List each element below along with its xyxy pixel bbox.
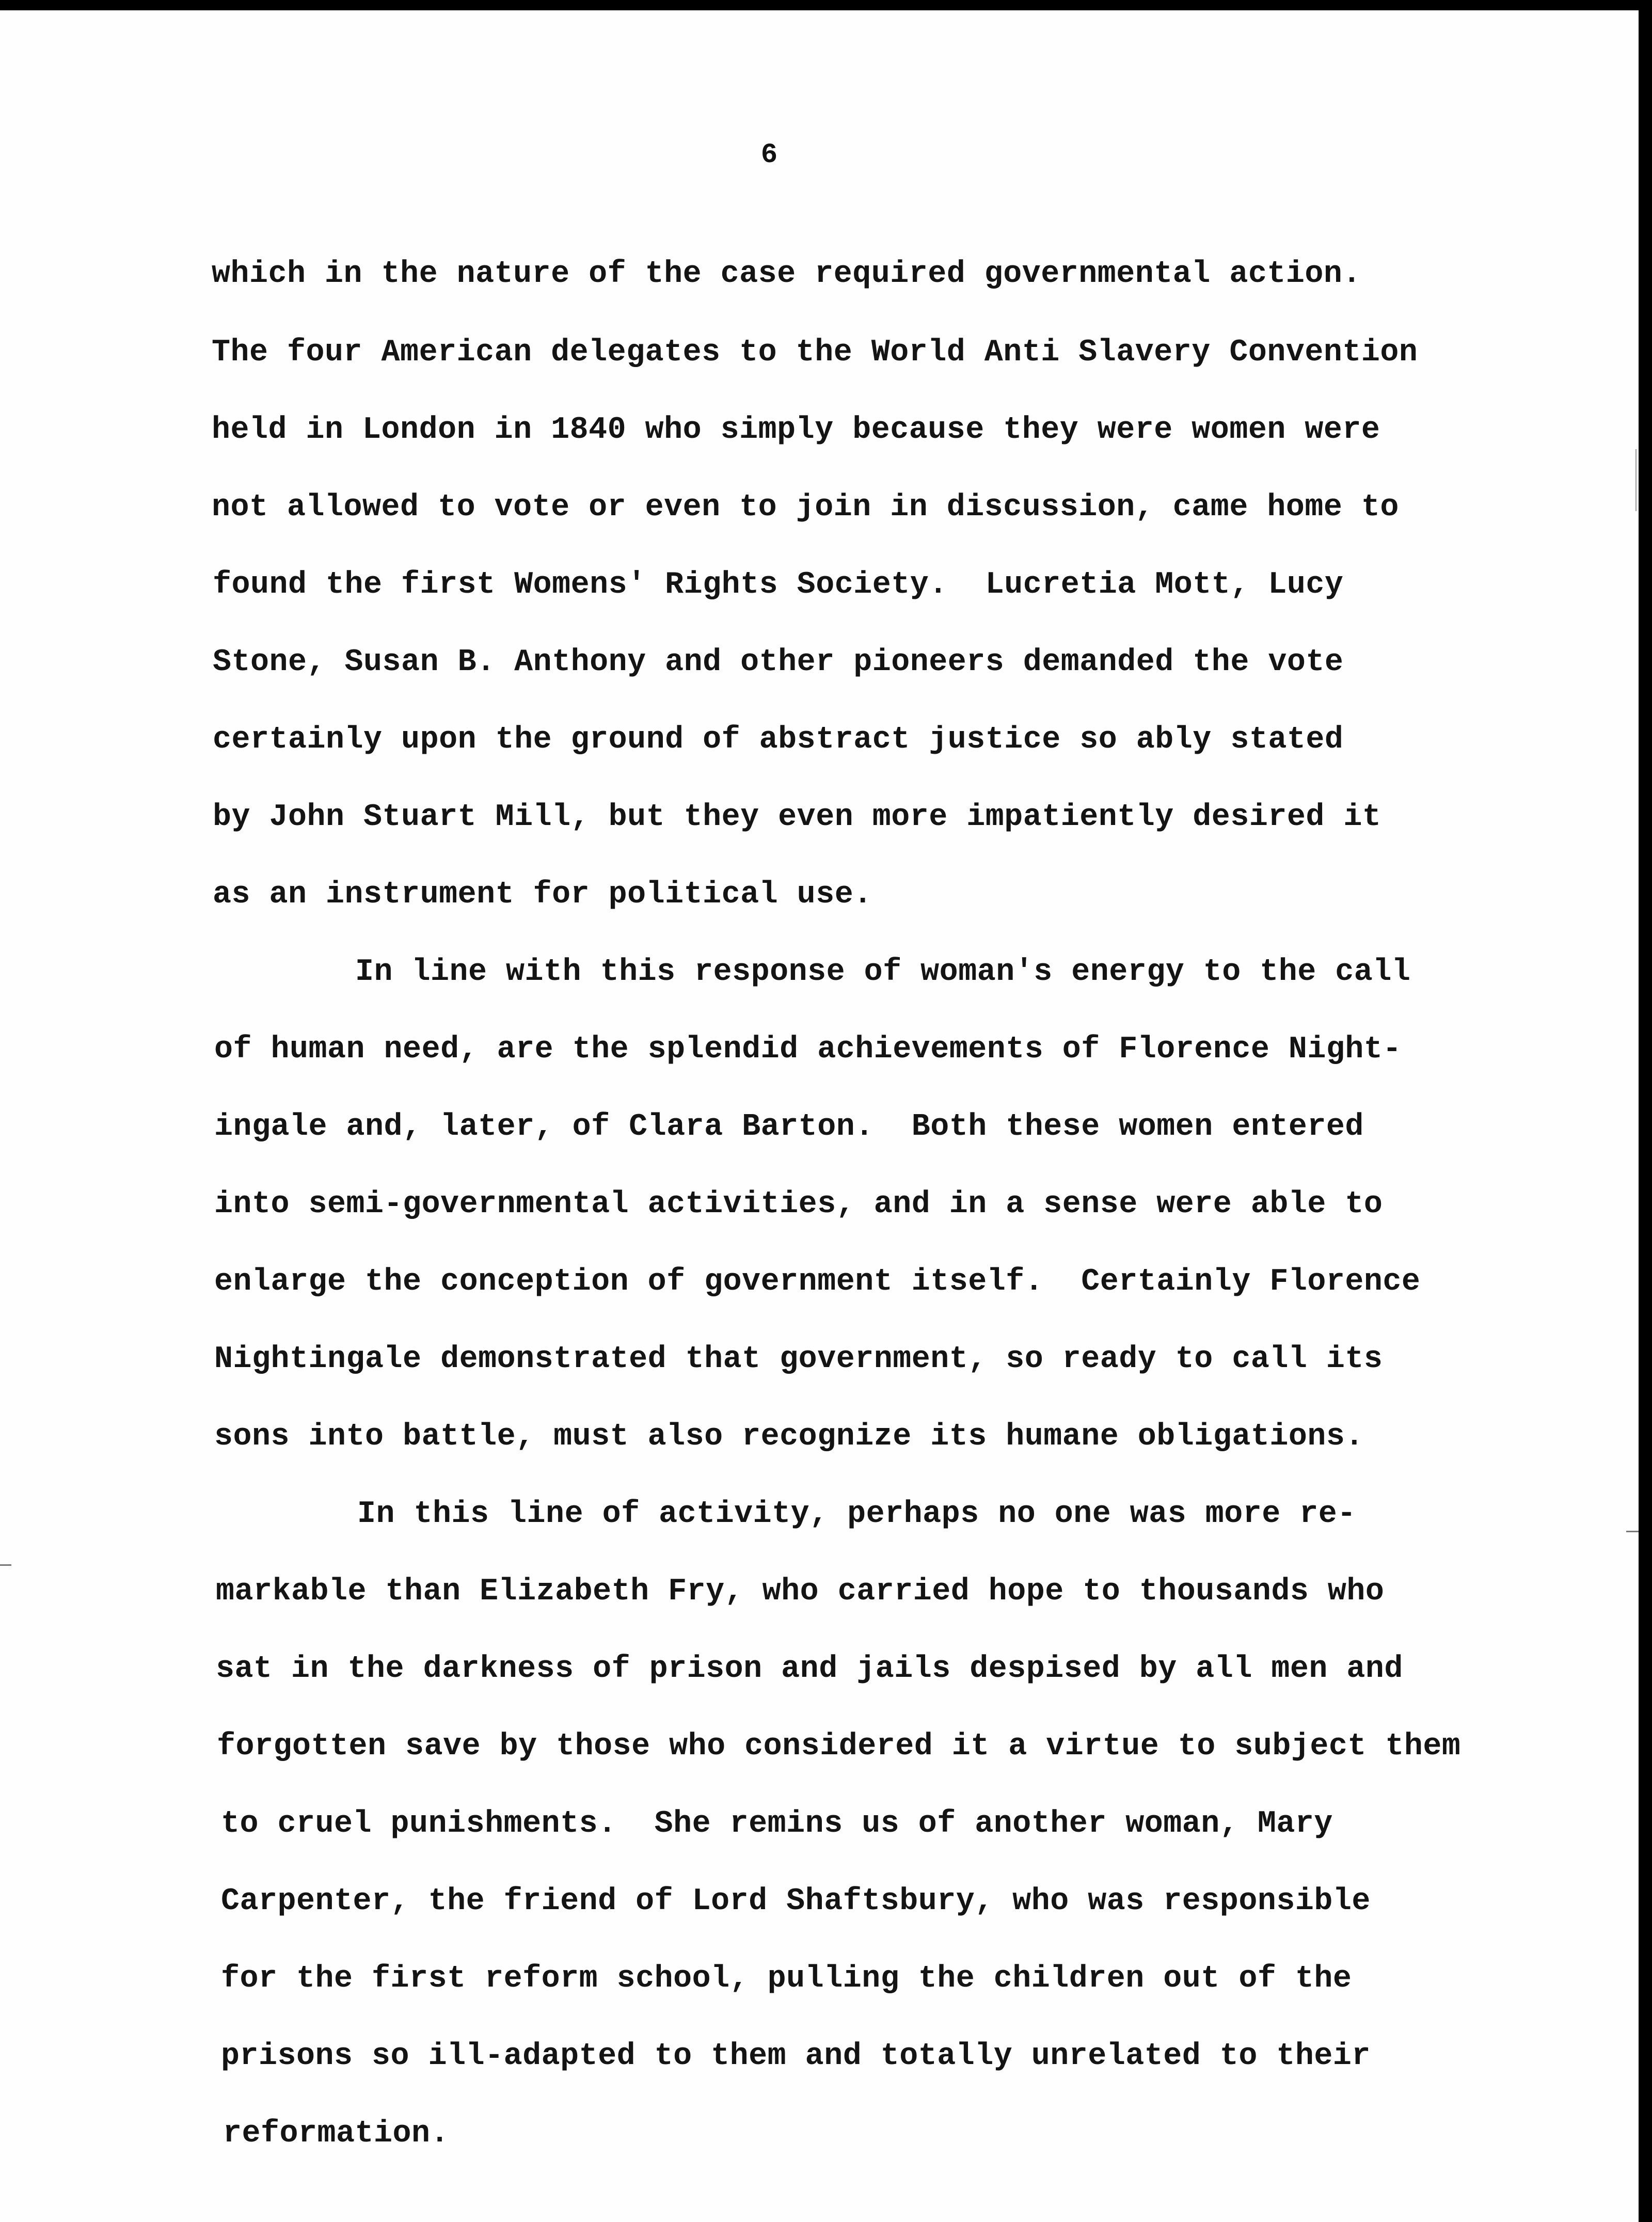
text-line: Nightingale demonstrated that government, so ready to call its [214, 1342, 1383, 1377]
text-line: by John Stuart Mill, but they even more impatiently desired it [213, 800, 1381, 835]
text-line: forgotten save by those who considered it a virtue to subject them [217, 1729, 1461, 1764]
text-line: In line with this response of woman's energy to the call [355, 955, 1411, 990]
text-line: In this line of activity, perhaps no one was more re- [357, 1497, 1356, 1532]
right-edge-mark [1635, 449, 1637, 511]
text-line: into semi-governmental activities, and in a sense were able to [214, 1187, 1383, 1222]
text-line: markable than Elizabeth Fry, who carried hope to thousands who [216, 1574, 1385, 1609]
text-line: for the first reform school, pulling the children out of the [221, 1961, 1352, 1996]
text-line: not allowed to vote or even to join in discussion, came home to [212, 490, 1399, 525]
text-line: enlarge the conception of government itself. Certainly Florence [214, 1264, 1421, 1299]
text-line: as an instrument for political use. [213, 877, 872, 912]
text-line: certainly upon the ground of abstract justice so ably stated [213, 722, 1344, 757]
text-line: sons into battle, must also recognize its humane obligations. [214, 1419, 1364, 1454]
text-line: held in London in 1840 who simply because they were women were [212, 412, 1380, 448]
text-line: ingale and, later, of Clara Barton. Both these women entered [214, 1109, 1364, 1145]
right-margin-mark [1626, 1531, 1639, 1532]
text-line: of human need, are the splendid achievements of Florence Night- [214, 1032, 1402, 1067]
text-line: prisons so ill-adapted to them and totally unrelated to their [221, 2039, 1371, 2074]
text-line: Carpenter, the friend of Lord Shaftsbury, who was responsible [221, 1884, 1371, 1919]
text-line: to cruel punishments. She remins us of another woman, Mary [221, 1806, 1333, 1842]
text-line: sat in the darkness of prison and jails despised by all men and [216, 1652, 1403, 1687]
document-page [0, 10, 1639, 2222]
text-line: The four American delegates to the World Anti Slavery Convention [212, 335, 1418, 370]
text-line: Stone, Susan B. Anthony and other pioneers demanded the vote [213, 645, 1344, 680]
text-line: which in the nature of the case required governmental action. [212, 257, 1361, 292]
page-number: 6 [760, 139, 778, 171]
left-margin-mark [0, 1564, 11, 1566]
text-line: reformation. [223, 2116, 450, 2151]
text-line: found the first Womens' Rights Society. Lucretia Mott, Lucy [213, 567, 1344, 602]
